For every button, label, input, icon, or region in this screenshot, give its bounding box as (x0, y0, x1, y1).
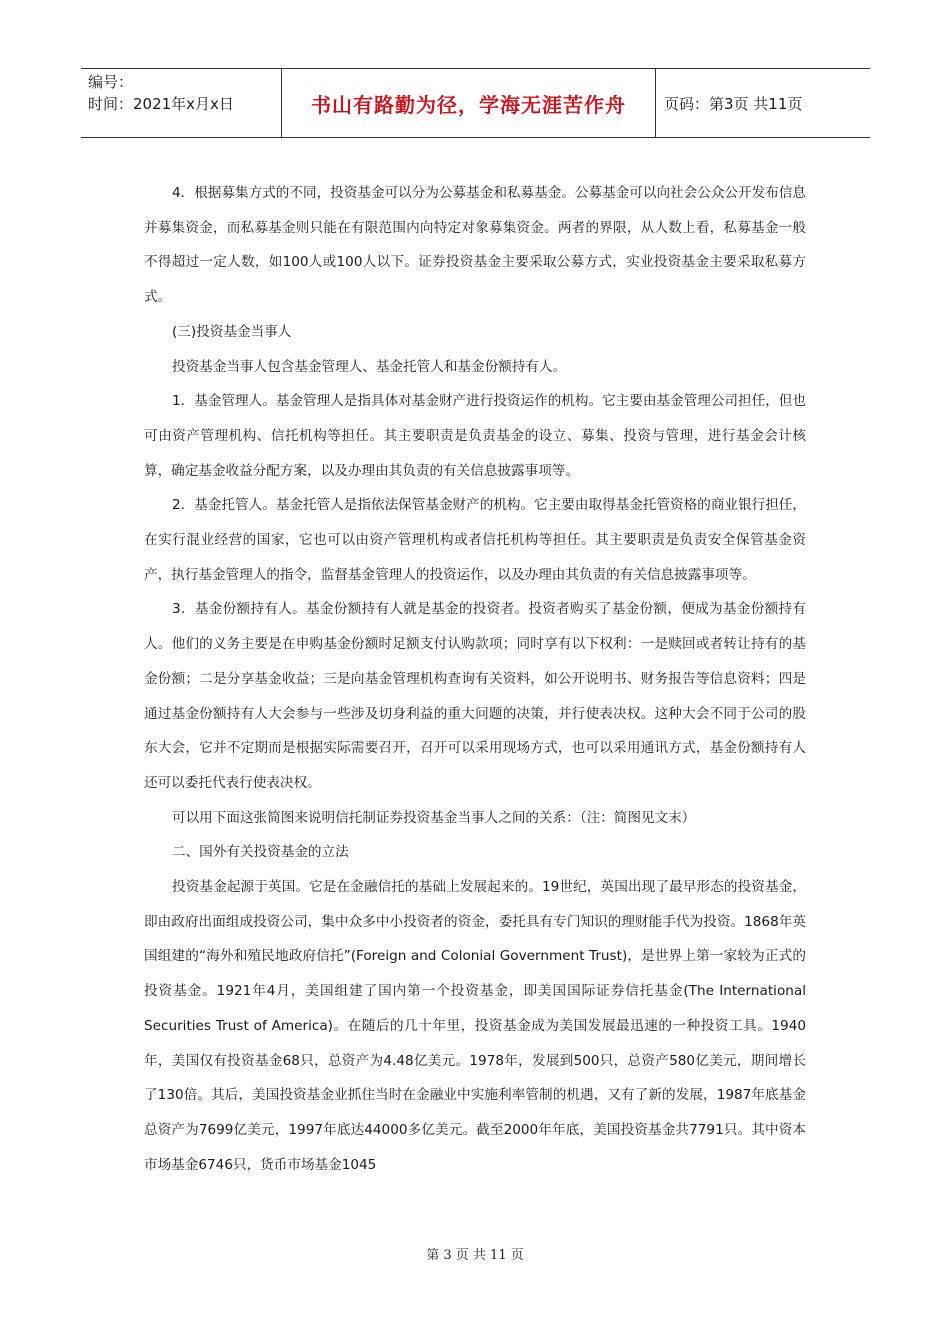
paragraph: 投资基金当事人包含基金管理人、基金托管人和基金份额持有人。 (172, 358, 567, 375)
section-heading: 二、国外有关投资基金的立法 (172, 844, 349, 861)
header-meta (81, 69, 281, 137)
paragraph: 2．基金托管人。基金托管人是指依法保管基金财产的机构。它主要由取得基金托管资格的商业银行担任，在实行混业经营的国家，它也可以由资产管理机构或者信托机构等担任。其主要职责是负责安全保管基金资产，执行基金管理人的指令，监督基金管理人的投资运作，以及办理由其负责的有关信息披露事项等。 (144, 497, 806, 583)
document-header (81, 68, 870, 138)
paragraph: 4．根据募集方式的不同，投资基金可以分为公募基金和私募基金。公募基金可以向社会公众公开发布信息并募集资金，而私募基金则只能在有限范围内向特定对象募集资金。两者的界限，从人数上看，私募基金一般不得超过一定人数，如100人或100人以下。证券投资基金主要采取公募方式，实业投资基金主要采取私募方式。 (144, 185, 806, 306)
document-body (144, 176, 806, 1182)
document-number-label: 编号： (88, 73, 134, 91)
paragraph: 投资基金起源于英国。它是在金融信托的基础上发展起来的。19世纪，英国出现了最早形态的投资基金，即由政府出面组成投资公司，集中众多中小投资者的资金，委托具有专门知识的理财能手代为投资。1868年英国组建的“海外和殖民地政府信托”(Foreign and Colonial Government Trust)，是世界上第一家较为正式的投资基金。1921年4月，美国组建了国内第一个投资基金，即美国国际证券信托基金(The International Securities Trust of America)。在随后的几十年里，投资基金成为美国发展最迅速的一种投资工具。1940年，美国仅有投资基金68只，总资产为4.48亿美元。1978年，发展到500只，总资产580亿美元，期间增长了130倍。其后，美国投资基金业抓住当时在金融业中实施利率管制的机遇，又有了新的发展，1987年底基金总资产为7699亿美元，1997年底达44000多亿美元。截至2000年年底，美国投资基金共7791只。其中资本市场基金6746只，货币市场基金1045 (144, 879, 806, 1173)
page-footer: 第 3 页 共 11 页 (426, 1248, 524, 1263)
paragraph: 可以用下面这张简图来说明信托制证券投资基金当事人之间的关系：（注：简图见文末） (172, 809, 696, 826)
section-heading: (三)投资基金当事人 (172, 323, 292, 340)
header-motto: 书山有路勤为径，学海无涯苦作舟 (281, 69, 656, 137)
header-page-label: 页码：第3页 共11页 (664, 94, 803, 113)
document-date-label: 时间：2021年x月x日 (88, 95, 234, 113)
paragraph: 1．基金管理人。基金管理人是指具体对基金财产进行投资运作的机构。它主要由基金管理公司担任，但也可由资产管理机构、信托机构等担任。其主要职责是负责基金的设立、募集、投资与管理，进行基金会计核算，确定基金收益分配方案，以及办理由其负责的有关信息披露事项等。 (144, 393, 806, 479)
paragraph: 3．基金份额持有人。基金份额持有人就是基金的投资者。投资者购买了基金份额，便成为基金份额持有人。他们的义务主要是在申购基金份额时足额支付认购款项；同时享有以下权利：一是赎回或者转让持有的基金份额；二是分享基金收益；三是向基金管理机构查询有关资料，如公开说明书、财务报告等信息资料；四是通过基金份额持有人大会参与一些涉及切身利益的重大问题的决策，并行使表决权。这种大会不同于公司的股东大会，它并不定期而是根据实际需要召开，召开可以采用现场方式，也可以采用通讯方式，基金份额持有人还可以委托代表行使表决权。 (144, 601, 806, 791)
